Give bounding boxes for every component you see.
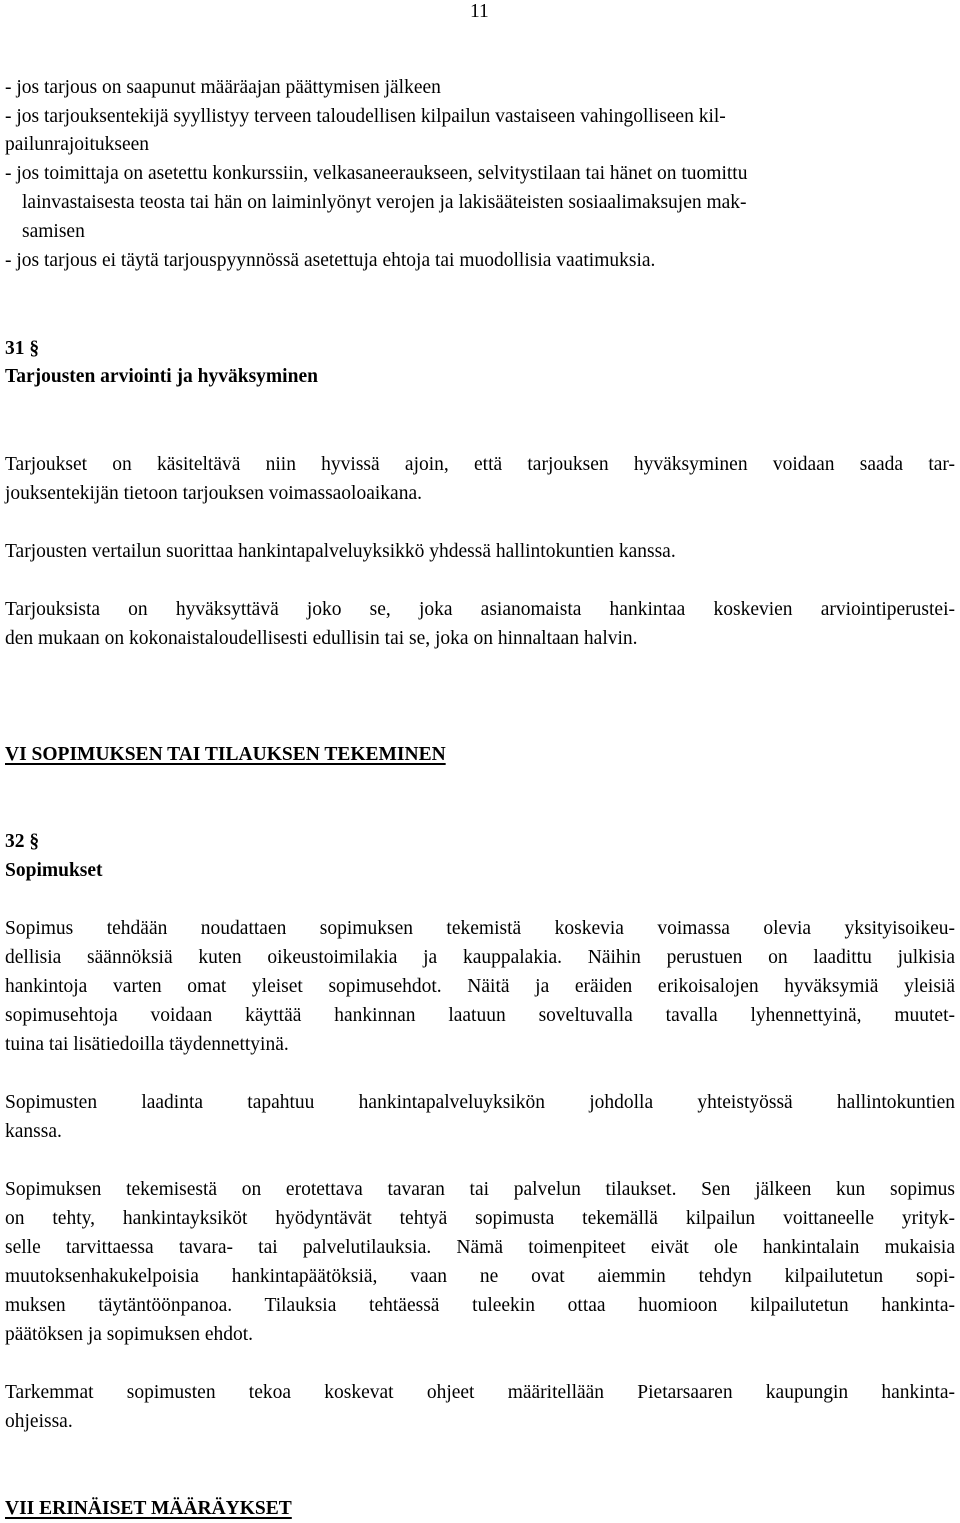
list-item: - jos tarjous ei täytä tarjouspyynnössä asetettuja ehtoja tai muodollisia vaatimuksia. [5, 250, 656, 271]
paragraph-line: kanssa. [5, 1121, 62, 1142]
chapter-heading: VII ERINÄISET MÄÄRÄYKSET [5, 1498, 292, 1519]
paragraph-line: ohjeissa. [5, 1411, 73, 1432]
list-item-continuation: pailunrajoitukseen [5, 134, 150, 155]
list-item: - jos tarjouksentekijä syyllistyy terveen taloudellisen kilpailun vastaiseen vahingolliseen kil- [5, 106, 726, 127]
paragraph-line: muutoksenhakukelpoisia hankintapäätöksiä, vaan ne ovat aiemmin tehdyn kilpailutetun sopi- [5, 1266, 955, 1287]
paragraph-line: tuina tai lisätiedoilla täydennettyinä. [5, 1034, 289, 1055]
paragraph-line: Sopimuksen tekemisestä on erotettava tavaran tai palvelun tilaukset. Sen jälkeen kun sopimus [5, 1179, 955, 1200]
list-item-continuation: samisen [22, 221, 85, 242]
paragraph-line: den mukaan on kokonaistaloudellisesti edullisin tai se, joka on hinnaltaan halvin. [5, 628, 638, 649]
paragraph-line: dellisia säännöksiä kuten oikeustoimilakia ja kauppalakia. Näihin perustuen on laadittu julkisia [5, 947, 955, 968]
paragraph-line: Sopimus tehdään noudattaen sopimuksen tekemistä koskevia voimassa olevia yksityisoikeu- [5, 918, 955, 939]
paragraph-line: selle tarvittaessa tavara- tai palvelutilauksia. Nämä toimenpiteet eivät ole hankintalain mukaisia [5, 1237, 955, 1258]
paragraph-line: Tarjoukset on käsiteltävä niin hyvissä ajoin, että tarjouksen hyväksyminen voidaan saada tar- [5, 454, 955, 475]
paragraph-line: Tarkemmat sopimusten tekoa koskevat ohjeet määritellään Pietarsaaren kaupungin hankinta- [5, 1382, 955, 1403]
section-number: 32 § [5, 831, 40, 852]
section-title: Sopimukset [5, 860, 103, 881]
paragraph-line: Sopimusten laadinta tapahtuu hankintapalveluyksikön johdolla yhteistyössä hallintokuntien [5, 1092, 955, 1113]
paragraph-line: Tarjouksista on hyväksyttävä joko se, joka asianomaista hankintaa koskevien arviointiperustei- [5, 599, 955, 620]
paragraph-line: sopimusehtoja voidaan käyttää hankinnan laatuun soveltuvalla tavalla lyhennettyinä, muutet- [5, 1005, 955, 1026]
paragraph-line: muksen täytäntöönpanoa. Tilauksia tehtäessä tuleekin ottaa huomioon kilpailutetun hankinta- [5, 1295, 955, 1316]
section-title: Tarjousten arviointi ja hyväksyminen [5, 366, 318, 387]
paragraph-line: jouksentekijän tietoon tarjouksen voimassaoloaikana. [5, 483, 422, 504]
page-number: 11 [470, 1, 489, 22]
paragraph-line: Tarjousten vertailun suorittaa hankintapalveluyksikkö yhdessä hallintokuntien kanssa. [5, 541, 676, 562]
section-number: 31 § [5, 338, 40, 359]
list-item-continuation: lainvastaisesta teosta tai hän on laiminlyönyt verojen ja lakisääteisten sosiaalimaksujen mak- [22, 192, 747, 213]
list-item: - jos toimittaja on asetettu konkurssiin, velkasaneeraukseen, selvitystilaan tai hänet on tuomittu [5, 163, 748, 184]
paragraph-line: on tehty, hankintayksiköt hyödyntävät tehtyä sopimusta tekemällä kilpailun voittaneelle yrityk- [5, 1208, 955, 1229]
paragraph-line: hankintoja varten omat yleiset sopimusehdot. Näitä ja eräiden erikoisalojen hyväksymiä yleisiä [5, 976, 955, 997]
list-item: - jos tarjous on saapunut määräajan päättymisen jälkeen [5, 77, 441, 98]
chapter-heading: VI SOPIMUKSEN TAI TILAUKSEN TEKEMINEN [5, 744, 446, 765]
paragraph-line: päätöksen ja sopimuksen ehdot. [5, 1324, 254, 1345]
